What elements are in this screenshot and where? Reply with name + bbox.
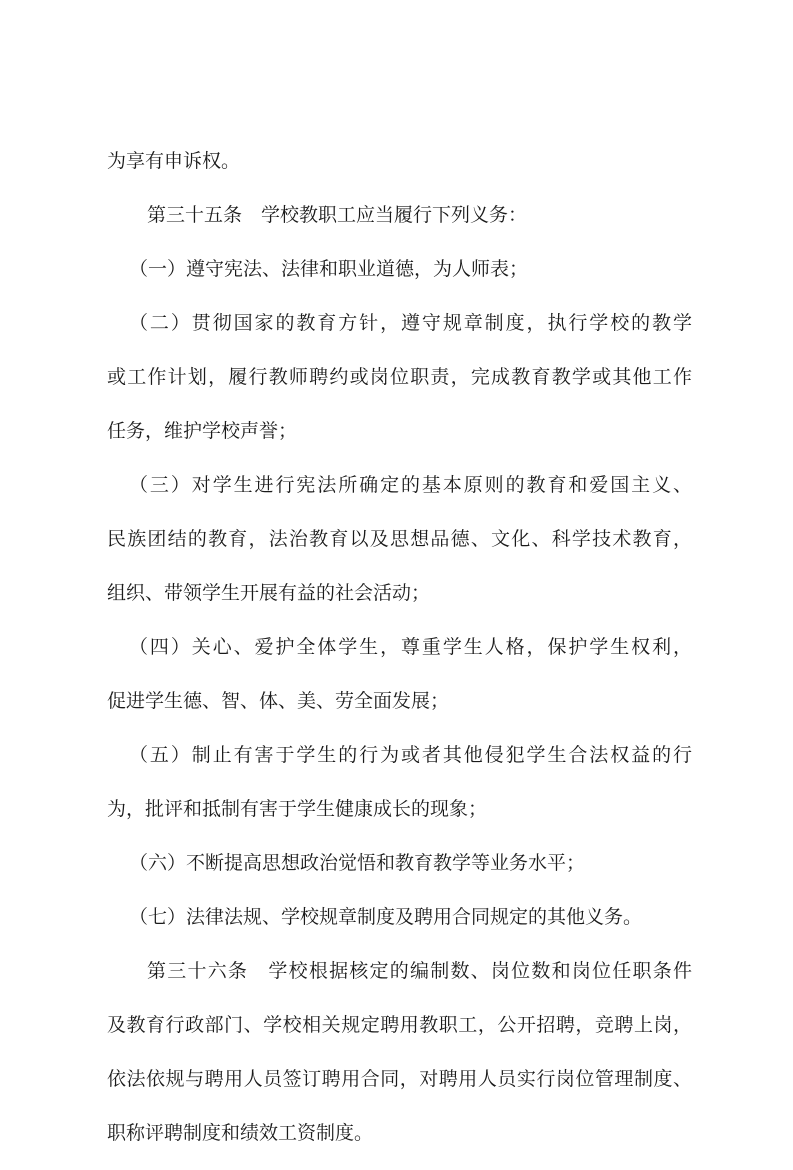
text-line: 职称评聘制度和绩效工资制度。 — [107, 1122, 374, 1144]
text-line: （一）遵守宪法、法律和职业道德，为人师表； — [129, 258, 529, 280]
text-line: 或工作计划，履行教师聘约或岗位职责，完成教育教学或其他工作 — [107, 366, 692, 388]
text-line: （三）对学生进行宪法所确定的基本原则的教育和爱国主义、 — [129, 474, 692, 496]
text-line: （二）贯彻国家的教育方针，遵守规章制度，执行学校的教学 — [129, 312, 692, 334]
text-line: （七）法律法规、学校规章制度及聘用合同规定的其他义务。 — [129, 906, 643, 928]
text-line: （六）不断提高思想政治觉悟和教育教学等业务水平； — [129, 852, 586, 874]
document-body — [107, 144, 692, 1170]
text-line: 依法依规与聘用人员签订聘用合同，对聘用人员实行岗位管理制度、 — [107, 1068, 692, 1090]
text-line: 民族团结的教育，法治教育以及思想品德、文化、科学技术教育， — [107, 528, 692, 550]
article-35-heading: 第三十五条 学校教职工应当履行下列义务： — [147, 204, 528, 226]
text-line: 任务，维护学校声誉； — [107, 420, 298, 442]
text-line: 为享有申诉权。 — [107, 150, 241, 172]
text-line: 及教育行政部门、学校相关规定聘用教职工，公开招聘，竞聘上岗， — [107, 1014, 692, 1036]
article-36-heading: 第三十六条 学校根据核定的编制数、岗位数和岗位任职条件 — [147, 960, 692, 982]
text-line: 组织、带领学生开展有益的社会活动； — [107, 582, 431, 604]
text-line: 促进学生德、智、体、美、劳全面发展； — [107, 690, 450, 712]
text-line: （四）关心、爱护全体学生，尊重学生人格，保护学生权利， — [129, 636, 692, 658]
text-line: （五）制止有害于学生的行为或者其他侵犯学生合法权益的行 — [129, 744, 692, 766]
text-line: 为，批评和抵制有害于学生健康成长的现象； — [107, 798, 488, 820]
